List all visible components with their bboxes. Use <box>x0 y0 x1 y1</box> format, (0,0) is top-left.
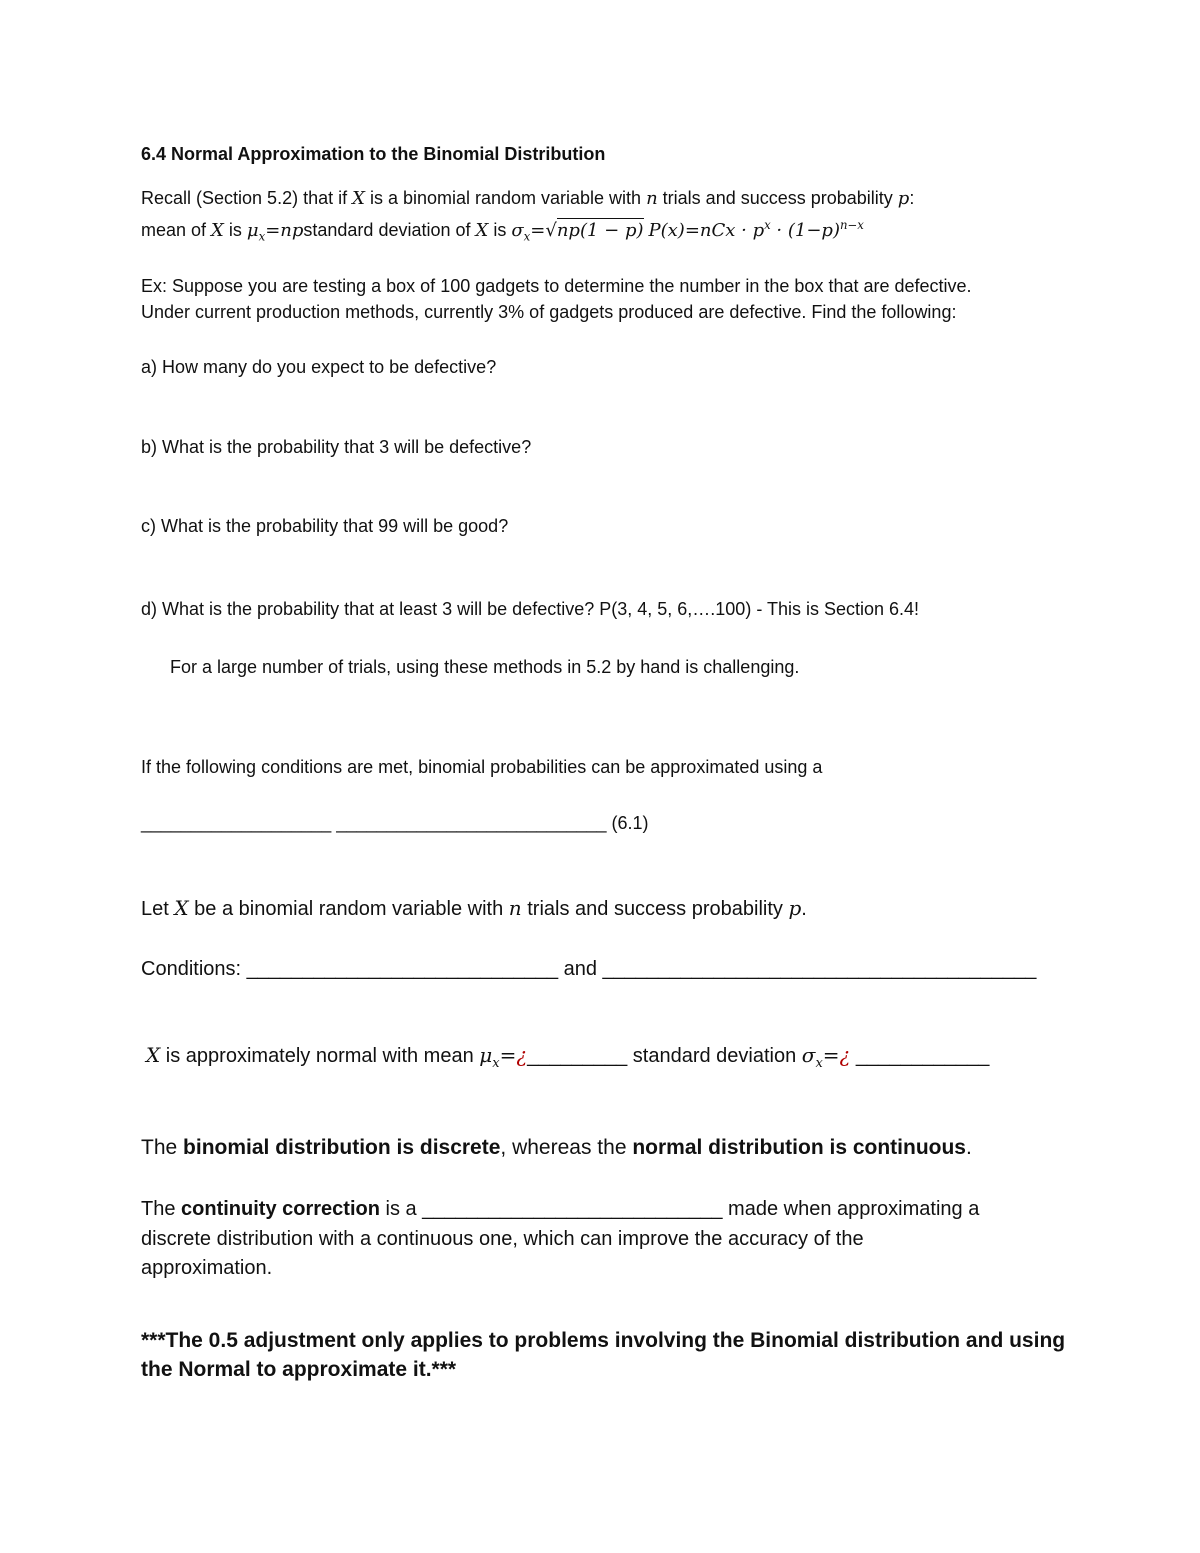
mu-subscript: x <box>258 229 266 244</box>
let-c: trials and success probability <box>521 898 789 920</box>
discrete-a: The <box>141 1136 184 1159</box>
formula-line <box>141 218 864 244</box>
var-x: X <box>475 220 489 241</box>
pmf-mid: · (1−p) <box>770 220 840 241</box>
question-b: b) What is the probability that 3 will be defective? <box>141 437 532 457</box>
let-a: Let <box>141 898 175 920</box>
continuity-line-3: approximation. <box>141 1257 273 1279</box>
recall-text-2: is a binomial random variable with <box>364 188 647 208</box>
mean-blank-mark: ¿ <box>516 1043 528 1067</box>
continuity-correction-term: continuity correction <box>181 1198 380 1220</box>
page-title: 6.4 Normal Approximation to the Binomial Distribution <box>141 144 606 164</box>
var-x: X <box>146 1043 161 1067</box>
mu-symbol: μ <box>246 220 259 241</box>
mu-subscript: x <box>492 1056 500 1071</box>
sigma-subscript: x <box>815 1056 823 1071</box>
var-n: n <box>508 896 522 920</box>
recall-line <box>141 188 914 209</box>
sd-prefix: standard deviation of <box>303 220 476 240</box>
var-n: n <box>646 188 658 209</box>
sd-blank-mark: ¿ <box>839 1043 851 1067</box>
mean-equals: = <box>499 1043 517 1067</box>
sigma-symbol: σ <box>801 1043 816 1067</box>
sd-blank: ____________ <box>850 1045 990 1067</box>
continuity-line-2: discrete distribution with a continuous one, which can improve the accuracy of the <box>141 1228 864 1250</box>
question-a: a) How many do you expect to be defective? <box>141 357 497 377</box>
recall-text-3: trials and success probability <box>657 188 898 208</box>
binomial-discrete: binomial distribution is discrete <box>183 1136 501 1159</box>
let-b: be a binomial random variable with <box>188 898 509 920</box>
var-x: X <box>211 220 224 241</box>
approx-line <box>146 1043 989 1071</box>
adjustment-line-2: the Normal to approximate it.*** <box>141 1358 457 1381</box>
pmf-left: P(x)=nCx · p <box>648 220 765 241</box>
var-p: p <box>788 896 802 920</box>
let-d: . <box>801 898 807 920</box>
note-large-trials: For a large number of trials, using these methods in 5.2 by hand is challenging. <box>170 657 800 677</box>
discrete-c: , whereas the <box>500 1136 633 1159</box>
sqrt-sign: √ <box>545 220 557 241</box>
conditions-line: Conditions: ____________________________ and _______________________________________ <box>141 958 1037 980</box>
sqrt-body: np(1 − p) <box>556 220 644 241</box>
pmf-exp-x: x <box>764 218 771 232</box>
var-p: p <box>897 188 910 209</box>
example-line-1: Ex: Suppose you are testing a box of 100 gadgets to determine the number in the box that are defective. <box>141 276 972 296</box>
sd-equals: = <box>822 1043 840 1067</box>
continuity-a: The <box>141 1198 182 1220</box>
blank-line-6-1: ___________________ ___________________________ (6.1) <box>141 813 649 833</box>
continuity-line-1 <box>141 1198 979 1221</box>
continuity-c: is a ___________________________ made when approximating a <box>379 1198 980 1220</box>
discrete-e: . <box>966 1136 972 1159</box>
var-x: X <box>174 896 189 920</box>
example-line-2: Under current production methods, currently 3% of gadgets produced are defective. Find the following: <box>141 302 957 322</box>
mean-is: is <box>223 220 247 240</box>
sigma-subscript: x <box>523 229 531 244</box>
question-c: c) What is the probability that 99 will be good? <box>141 516 509 536</box>
approx-text: is approximately normal with mean <box>160 1045 480 1067</box>
question-d: d) What is the probability that at least 3 will be defective? P(3, 4, 5, 6,….100) - This is Section 6.4! <box>141 599 920 619</box>
recall-text-1: Recall (Section 5.2) that if <box>141 188 353 208</box>
discrete-line <box>141 1136 972 1160</box>
mean-formula: =np <box>265 220 304 241</box>
sigma-symbol: σ <box>511 220 524 241</box>
mu-symbol: μ <box>479 1043 493 1067</box>
sd-is: is <box>488 220 512 240</box>
recall-colon: : <box>909 188 915 208</box>
normal-continuous: normal distribution is continuous <box>632 1136 966 1159</box>
pmf-exp-nx: n−x <box>839 218 864 232</box>
sd-equals: = <box>530 220 546 241</box>
mean-blank: _________ standard deviation <box>527 1045 802 1067</box>
var-x: X <box>352 188 365 209</box>
conditions-intro: If the following conditions are met, binomial probabilities can be approximated using a <box>141 757 823 777</box>
let-x-line <box>141 896 807 921</box>
mean-prefix: mean of <box>141 220 212 240</box>
adjustment-line-1: ***The 0.5 adjustment only applies to problems involving the Binomial distribution and using <box>141 1329 1066 1352</box>
